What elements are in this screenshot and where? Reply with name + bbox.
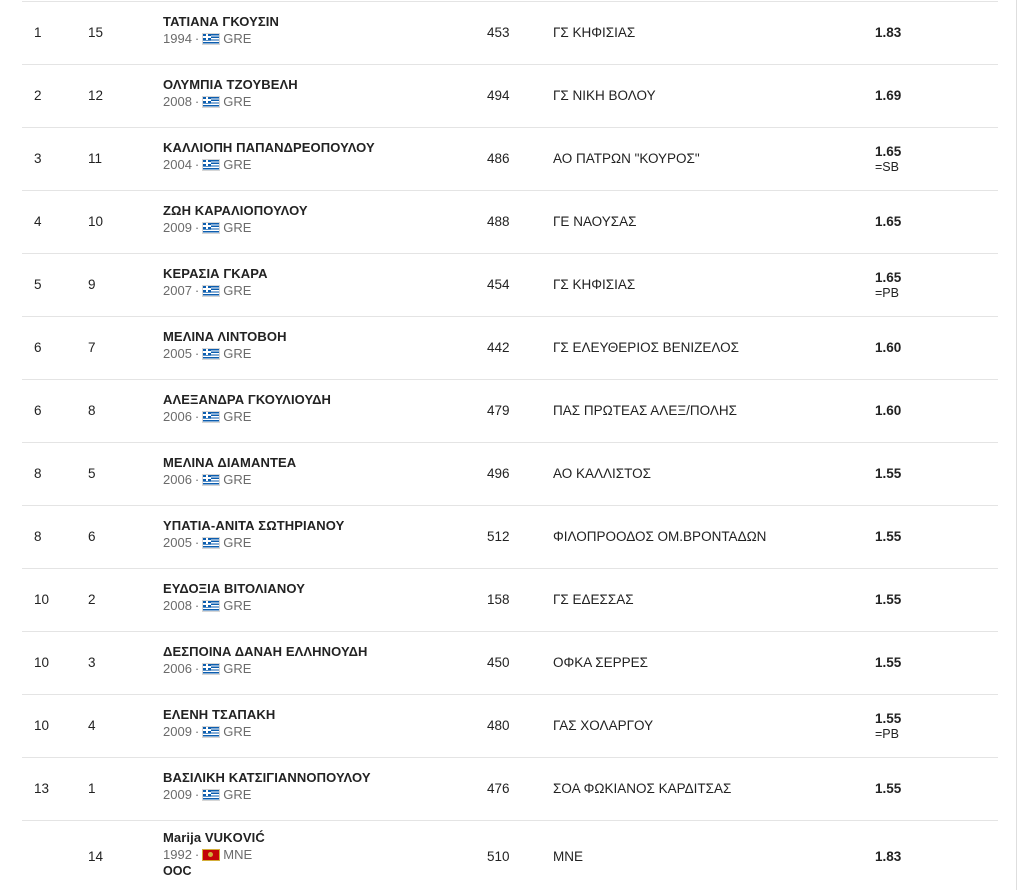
mark-cell <box>875 466 901 482</box>
club-cell: ΓΣ ΚΗΦΙΣΙΑΣ <box>553 25 636 40</box>
birth-year: 2005 <box>163 535 192 550</box>
points-cell: 480 <box>487 718 510 733</box>
club-cell: ΑΟ ΠΑΤΡΩΝ "ΚΟΥΡΟΣ" <box>553 151 700 166</box>
athlete-meta <box>163 408 331 426</box>
country-code: GRE <box>223 787 252 802</box>
birth-year: 2009 <box>163 787 192 802</box>
result-row[interactable] <box>22 632 998 695</box>
country-code: GRE <box>223 283 252 298</box>
bib-cell: 8 <box>88 403 96 418</box>
country-code: MNE <box>223 847 253 862</box>
athlete-meta <box>163 93 298 111</box>
athlete-cell <box>163 644 368 678</box>
mark-cell <box>875 711 901 741</box>
points-cell: 496 <box>487 466 510 481</box>
athlete-meta <box>163 660 368 678</box>
mark-cell <box>875 270 901 300</box>
meta-separator: · <box>194 787 200 802</box>
bib-cell: 3 <box>88 655 96 670</box>
greece-flag-icon <box>202 411 220 423</box>
points-cell: 512 <box>487 529 510 544</box>
country-code: GRE <box>223 94 252 109</box>
greece-flag-icon <box>202 222 220 234</box>
rank-cell: 13 <box>34 781 50 796</box>
bib-cell: 15 <box>88 25 104 40</box>
meta-separator: · <box>194 283 200 298</box>
meta-separator: · <box>194 847 200 862</box>
athlete-name-link[interactable]: ΒΑΣΙΛΙΚΗ ΚΑΤΣΙΓΙΑΝΝΟΠΟΥΛΟΥ <box>163 770 371 785</box>
birth-year: 2008 <box>163 94 192 109</box>
birth-year: 2006 <box>163 661 192 676</box>
bib-cell: 14 <box>88 849 104 864</box>
points-cell: 442 <box>487 340 510 355</box>
greece-flag-icon <box>202 348 220 360</box>
bib-cell: 10 <box>88 214 104 229</box>
athlete-cell <box>163 140 375 174</box>
rank-cell: 10 <box>34 718 50 733</box>
mark-cell <box>875 340 901 356</box>
bib-cell: 6 <box>88 529 96 544</box>
result-row[interactable] <box>22 506 998 569</box>
mark-value: 1.69 <box>875 88 902 103</box>
athlete-cell <box>163 203 308 237</box>
athlete-cell <box>163 266 268 300</box>
country-code: GRE <box>223 346 252 361</box>
greece-flag-icon <box>202 159 220 171</box>
meta-separator: · <box>194 157 200 172</box>
result-row[interactable] <box>22 2 998 65</box>
rank-cell: 1 <box>34 25 42 40</box>
athlete-cell <box>163 770 371 804</box>
birth-year: 1992 <box>163 847 192 862</box>
mark-value: 1.65 <box>875 270 902 285</box>
bib-cell: 9 <box>88 277 96 292</box>
mark-cell <box>875 144 901 174</box>
club-cell: ΓΑΣ ΧΟΛΑΡΓΟΥ <box>553 718 654 733</box>
mark-value: 1.55 <box>875 529 902 544</box>
mark-note: =PB <box>875 727 899 741</box>
rank-cell: 10 <box>34 592 50 607</box>
athlete-cell <box>163 14 279 48</box>
meta-separator: · <box>194 661 200 676</box>
mark-value: 1.55 <box>875 655 902 670</box>
out-of-competition-label: OOC <box>163 864 192 878</box>
athlete-cell <box>163 77 298 111</box>
greece-flag-icon <box>202 600 220 612</box>
mark-value: 1.65 <box>875 214 902 229</box>
result-row[interactable] <box>22 758 998 821</box>
rank-cell: 6 <box>34 403 42 418</box>
athlete-cell <box>163 518 344 552</box>
athlete-name-link[interactable]: ΚΕΡΑΣΙΑ ΓΚΑΡΑ <box>163 266 268 281</box>
club-cell: ΠΑΣ ΠΡΩΤΕΑΣ ΑΛΕΞ/ΠΟΛΗΣ <box>553 403 737 418</box>
meta-separator: · <box>194 31 200 46</box>
points-cell: 158 <box>487 592 510 607</box>
bib-cell: 2 <box>88 592 96 607</box>
club-cell: MNE <box>553 849 583 864</box>
mark-cell <box>875 592 901 608</box>
greece-flag-icon <box>202 537 220 549</box>
result-row[interactable] <box>22 695 998 758</box>
bib-cell: 5 <box>88 466 96 481</box>
result-row[interactable] <box>22 191 998 254</box>
athlete-name-link[interactable]: ΕΛΕΝΗ ΤΣΑΠΑΚΗ <box>163 707 276 722</box>
rank-cell: 10 <box>34 655 50 670</box>
club-cell: ΣΟΑ ΦΩΚΙΑΝΟΣ ΚΑΡΔΙΤΣΑΣ <box>553 781 732 796</box>
mark-cell <box>875 849 901 865</box>
mark-value: 1.55 <box>875 466 902 481</box>
result-row[interactable] <box>22 317 998 380</box>
points-cell: 450 <box>487 655 510 670</box>
athlete-cell <box>163 581 305 615</box>
greece-flag-icon <box>202 474 220 486</box>
mark-cell <box>875 529 901 545</box>
club-cell: ΓΣ ΕΔΕΣΣΑΣ <box>553 592 634 607</box>
athlete-meta <box>163 282 268 300</box>
birth-year: 2004 <box>163 157 192 172</box>
birth-year: 2009 <box>163 220 192 235</box>
result-row[interactable] <box>22 569 998 632</box>
country-code: GRE <box>223 409 252 424</box>
result-row[interactable] <box>22 128 998 191</box>
athlete-meta <box>163 345 287 363</box>
athlete-name-link[interactable]: ΚΑΛΛΙΟΠΗ ΠΑΠΑΝΔΡΕΟΠΟΥΛΟΥ <box>163 140 375 155</box>
mark-value: 1.55 <box>875 781 902 796</box>
mark-value: 1.65 <box>875 144 902 159</box>
athlete-name-link[interactable]: ΜΕΛΙΝΑ ΛΙΝΤΟΒΟΗ <box>163 329 287 344</box>
country-code: GRE <box>223 535 252 550</box>
athlete-meta <box>163 471 296 489</box>
results-table <box>22 2 998 888</box>
mark-value: 1.55 <box>875 592 902 607</box>
points-cell: 479 <box>487 403 510 418</box>
athlete-name-link[interactable]: ΕΥΔΟΞΙΑ ΒΙΤΟΛΙΑΝΟΥ <box>163 581 305 596</box>
athlete-meta <box>163 534 344 552</box>
mark-value: 1.83 <box>875 849 902 864</box>
birth-year: 2009 <box>163 724 192 739</box>
meta-separator: · <box>194 220 200 235</box>
greece-flag-icon <box>202 663 220 675</box>
mark-cell <box>875 88 901 104</box>
rank-cell: 2 <box>34 88 42 103</box>
country-code: GRE <box>223 472 252 487</box>
club-cell: ΓΣ ΝΙΚΗ ΒΟΛΟΥ <box>553 88 656 103</box>
country-code: GRE <box>223 157 252 172</box>
meta-separator: · <box>194 724 200 739</box>
points-cell: 486 <box>487 151 510 166</box>
birth-year: 2005 <box>163 346 192 361</box>
athlete-meta <box>163 597 305 615</box>
club-cell: ΦΙΛΟΠΡΟΟΔΟΣ ΟΜ.ΒΡΟΝΤΑΔΩΝ <box>553 529 767 544</box>
result-row[interactable] <box>22 380 998 443</box>
athlete-name-link[interactable]: ΟΛΥΜΠΙΑ ΤΖΟΥΒΕΛΗ <box>163 77 298 92</box>
bib-cell: 11 <box>88 151 103 166</box>
club-cell: ΓΣ ΕΛΕΥΘΕΡΙΟΣ ΒΕΝΙΖΕΛΟΣ <box>553 340 740 355</box>
montenegro-flag-icon <box>202 849 220 861</box>
country-code: GRE <box>223 31 252 46</box>
points-cell: 510 <box>487 849 510 864</box>
meta-separator: · <box>194 535 200 550</box>
points-cell: 476 <box>487 781 510 796</box>
athlete-cell <box>163 830 265 879</box>
meta-separator: · <box>194 346 200 361</box>
right-divider <box>1016 0 1017 890</box>
greece-flag-icon <box>202 96 220 108</box>
greece-flag-icon <box>202 789 220 801</box>
club-cell: ΟΦΚΑ ΣΕΡΡΕΣ <box>553 655 648 670</box>
mark-cell <box>875 25 901 41</box>
rank-cell: 4 <box>34 214 42 229</box>
birth-year: 2006 <box>163 472 192 487</box>
bib-cell: 1 <box>88 781 96 796</box>
club-cell: ΑΟ ΚΑΛΛΙΣΤΟΣ <box>553 466 651 481</box>
birth-year: 2006 <box>163 409 192 424</box>
athlete-name-link[interactable]: Marija VUKOVIĆ <box>163 830 265 845</box>
athlete-meta <box>163 723 275 741</box>
mark-value: 1.83 <box>875 25 902 40</box>
result-row[interactable] <box>22 65 998 128</box>
rank-cell: 8 <box>34 529 42 544</box>
athlete-meta <box>163 846 265 864</box>
athlete-name-link[interactable]: ΥΠΑΤΙΑ-ΑΝΙΤΑ ΣΩΤΗΡΙΑΝΟΥ <box>163 518 345 533</box>
mark-cell <box>875 403 901 419</box>
result-row[interactable] <box>22 821 998 888</box>
rank-cell: 3 <box>34 151 42 166</box>
meta-separator: · <box>194 409 200 424</box>
greece-flag-icon <box>202 726 220 738</box>
athlete-cell <box>163 707 275 741</box>
mark-value: 1.60 <box>875 403 902 418</box>
country-code: GRE <box>223 661 252 676</box>
athlete-meta <box>163 786 371 804</box>
rank-cell: 5 <box>34 277 42 292</box>
country-code: GRE <box>223 724 252 739</box>
birth-year: 1994 <box>163 31 192 46</box>
mark-cell <box>875 214 901 230</box>
greece-flag-icon <box>202 33 220 45</box>
points-cell: 454 <box>487 277 510 292</box>
greece-flag-icon <box>202 285 220 297</box>
mark-value: 1.60 <box>875 340 902 355</box>
birth-year: 2008 <box>163 598 192 613</box>
mark-note: =PB <box>875 286 899 300</box>
club-cell: ΓΕ ΝΑΟΥΣΑΣ <box>553 214 637 229</box>
bib-cell: 4 <box>88 718 96 733</box>
meta-separator: · <box>194 598 200 613</box>
country-code: GRE <box>223 220 252 235</box>
points-cell: 494 <box>487 88 510 103</box>
athlete-name-link[interactable]: ΖΩΗ ΚΑΡΑΛΙΟΠΟΥΛΟΥ <box>163 203 308 218</box>
points-cell: 488 <box>487 214 510 229</box>
athlete-name-link[interactable]: ΑΛΕΞΑΝΔΡΑ ΓΚΟΥΛΙΟΥΔΗ <box>163 392 332 407</box>
meta-separator: · <box>194 94 200 109</box>
result-row[interactable] <box>22 254 998 317</box>
athlete-meta <box>163 219 308 237</box>
mark-cell <box>875 655 901 671</box>
rank-cell: 8 <box>34 466 42 481</box>
country-code: GRE <box>223 598 252 613</box>
mark-note: =SB <box>875 160 899 174</box>
result-row[interactable] <box>22 443 998 506</box>
athlete-cell <box>163 455 296 489</box>
bib-cell: 7 <box>88 340 96 355</box>
mark-value: 1.55 <box>875 711 902 726</box>
athlete-meta <box>163 30 279 48</box>
athlete-cell <box>163 329 287 363</box>
athlete-name-link[interactable]: ΜΕΛΙΝΑ ΔΙΑΜΑΝΤΕΑ <box>163 455 297 470</box>
mark-cell <box>875 781 901 797</box>
athlete-name-link[interactable]: ΤΑΤΙΑΝΑ ΓΚΟΥΣΙΝ <box>163 14 279 29</box>
rank-cell: 6 <box>34 340 42 355</box>
athlete-meta <box>163 156 375 174</box>
bib-cell: 12 <box>88 88 104 103</box>
birth-year: 2007 <box>163 283 192 298</box>
athlete-name-link[interactable]: ΔΕΣΠΟΙΝΑ ΔΑΝΑΗ ΕΛΛΗΝΟΥΔΗ <box>163 644 368 659</box>
meta-separator: · <box>194 472 200 487</box>
points-cell: 453 <box>487 25 510 40</box>
club-cell: ΓΣ ΚΗΦΙΣΙΑΣ <box>553 277 636 292</box>
athlete-cell <box>163 392 331 426</box>
